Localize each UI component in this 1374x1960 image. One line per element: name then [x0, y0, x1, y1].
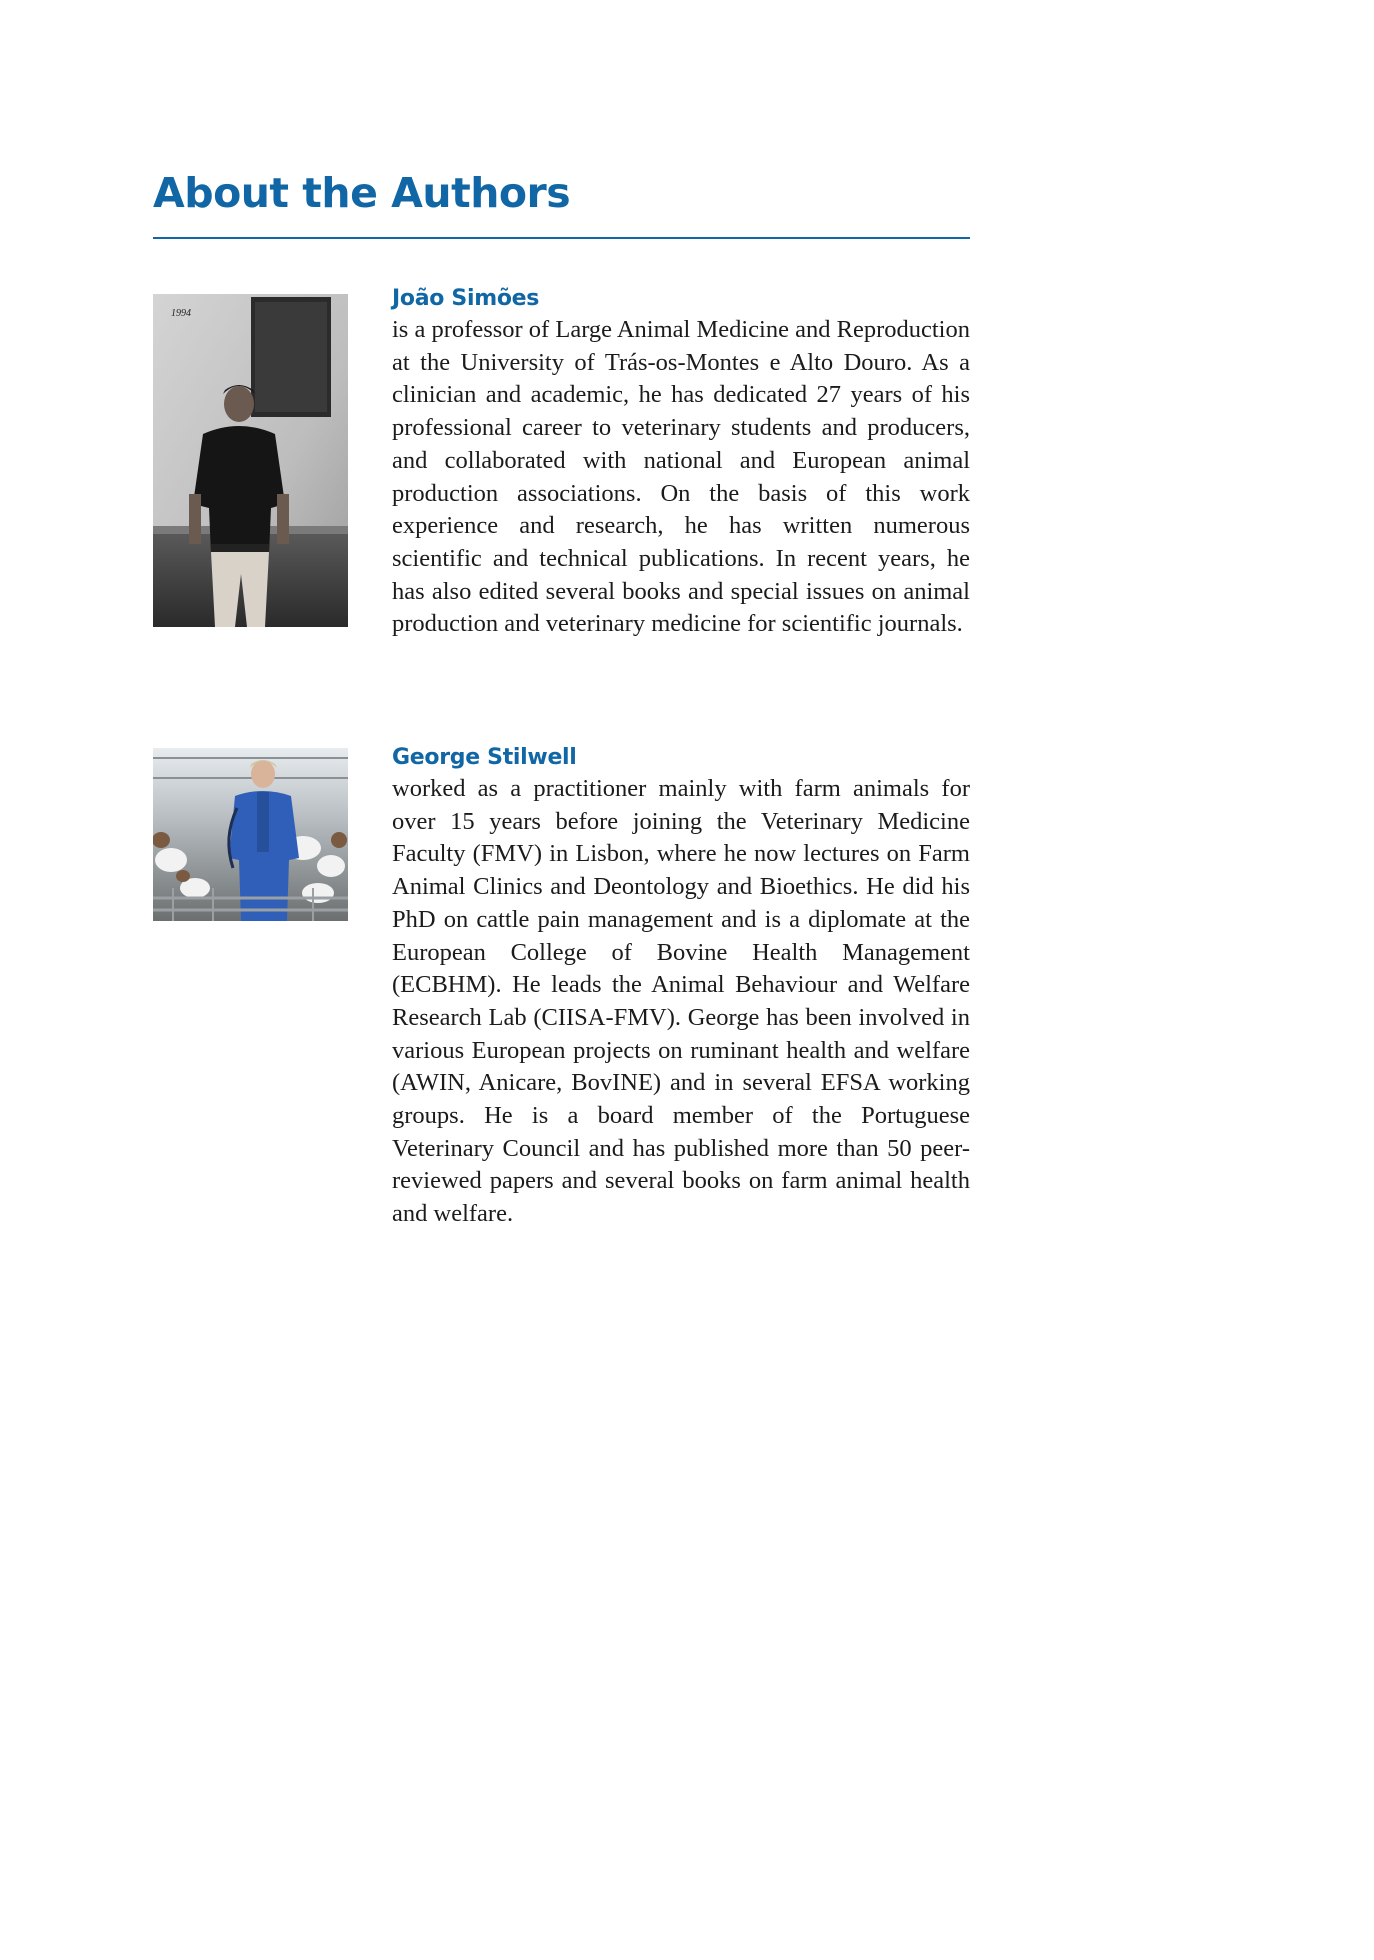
author-photo — [153, 748, 348, 921]
author-photo — [153, 294, 348, 627]
title-divider — [153, 237, 970, 239]
page-title: About the Authors — [153, 169, 571, 217]
author-name: George Stilwell — [392, 745, 577, 770]
author-bio: is a professor of Large Animal Medicine and Reproduction at the University of Trás-os-Montes e Alto Douro. As a clinician and academic, he has dedicated 27 years of his professional career to veterinary students and producers, and collaborated with national and European animal production associations. On the basis of this work experience and research, he has written numerous scientific and technical publications. In recent years, he has also edited several books and special issues on animal production and veterinary medicine for scientific journals. — [392, 316, 970, 638]
author-bio: worked as a practitioner mainly with farm animals for over 15 years before joining the Veterinary Medicine Faculty (FMV) in Lisbon, where he now lectures on Farm Animal Clinics and Deontology and Bioethics. He did his PhD on cattle pain management and is a diplomate at the European College of Bovine Health Management (ECBHM). He leads the Animal Behaviour and Welfare Research Lab (CIISA-FMV). George has been involved in various European projects on ruminant health and welfare (AWIN, Anicare, BovINE) and in several EFSA working groups. He is a board member of the Portuguese Veterinary Council and has published more than 50 peer-reviewed papers and several books on farm animal health and welfare. — [392, 775, 970, 1228]
author-text — [392, 743, 970, 1231]
author-text — [392, 284, 970, 641]
photo-date-mark: 1994 — [171, 308, 191, 319]
author-name: João Simões — [392, 286, 540, 311]
